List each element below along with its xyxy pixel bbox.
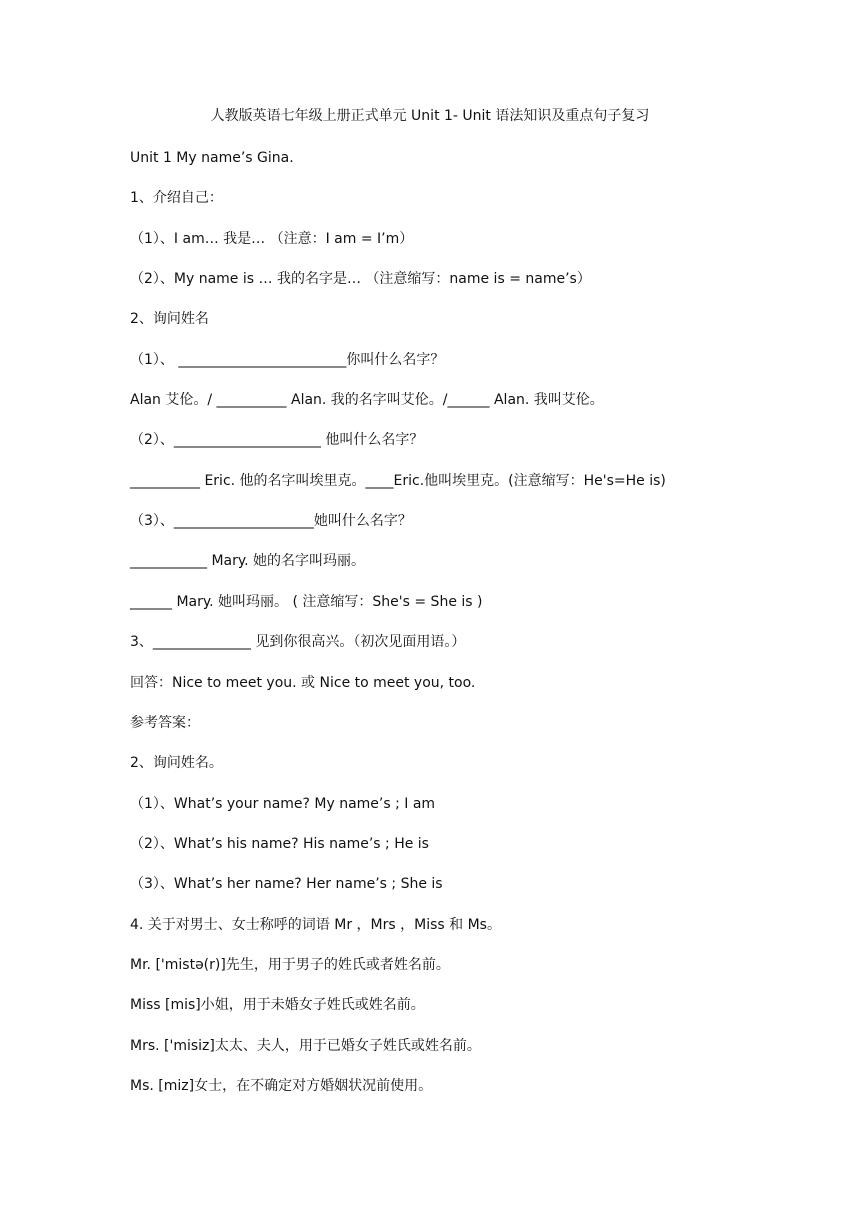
text-line: 回答：Nice to meet you. 或 Nice to meet you, too.	[130, 675, 476, 691]
section-heading: 1、介绍自己：	[130, 190, 223, 206]
text-line: Mrs. ['misiz]太太、夫人，用于已婚女子姓氏或姓名前。	[130, 1038, 481, 1054]
answer-line: （1）、What’s your name? My name’s ; I am	[130, 796, 436, 812]
text-line: （3）、____________________她叫什么名字？	[130, 513, 412, 529]
text-line: Alan 艾伦。/ __________ Alan. 我的名字叫艾伦。/______ Alan. 我叫艾伦。	[130, 392, 604, 408]
text-line: __________ Eric. 他的名字叫埃里克。____Eric.他叫埃里克。(注意缩写：He's=He is)	[130, 473, 666, 489]
answer-heading: 参考答案：	[130, 715, 200, 731]
section-heading: 2、询问姓名	[130, 311, 209, 327]
document-title: 人教版英语七年级上册正式单元 Unit 1- Unit 语法知识及重点句子复习	[210, 108, 650, 124]
section-heading: 4. 关于对男士、女士称呼的词语 Mr ，Mrs ，Miss 和 Ms。	[130, 917, 501, 933]
section-heading: 2、询问姓名。	[130, 755, 223, 771]
text-line: ___________ Mary. 她的名字叫玛丽。	[130, 553, 366, 569]
section-heading: 3、______________ 见到你很高兴。（初次见面用语。）	[130, 634, 466, 650]
text-line: Mr. ['mistə(r)]先生，用于男子的姓氏或者姓名前。	[130, 957, 450, 973]
text-line: （1）、I am… 我是… （注意：I am = I’m）	[130, 231, 414, 247]
text-line: （1）、 ________________________你叫什么名字？	[130, 352, 445, 368]
text-line: Miss [mis]小姐，用于未婚女子姓氏或姓名前。	[130, 997, 425, 1013]
answer-line: （3）、What’s her name? Her name’s ; She is	[130, 876, 443, 892]
text-line: ______ Mary. 她叫玛丽。 ( 注意缩写：She's = She is )	[130, 594, 483, 610]
unit-heading: Unit 1 My name’s Gina.	[130, 150, 294, 166]
text-line: Ms. [miz]女士，在不确定对方婚姻状况前使用。	[130, 1078, 433, 1094]
text-line: （2）、_____________________ 他叫什么名字？	[130, 432, 424, 448]
text-line: （2）、My name is … 我的名字是… （注意缩写：name is = name’s）	[130, 271, 591, 287]
answer-line: （2）、What’s his name? His name’s ; He is	[130, 836, 429, 852]
